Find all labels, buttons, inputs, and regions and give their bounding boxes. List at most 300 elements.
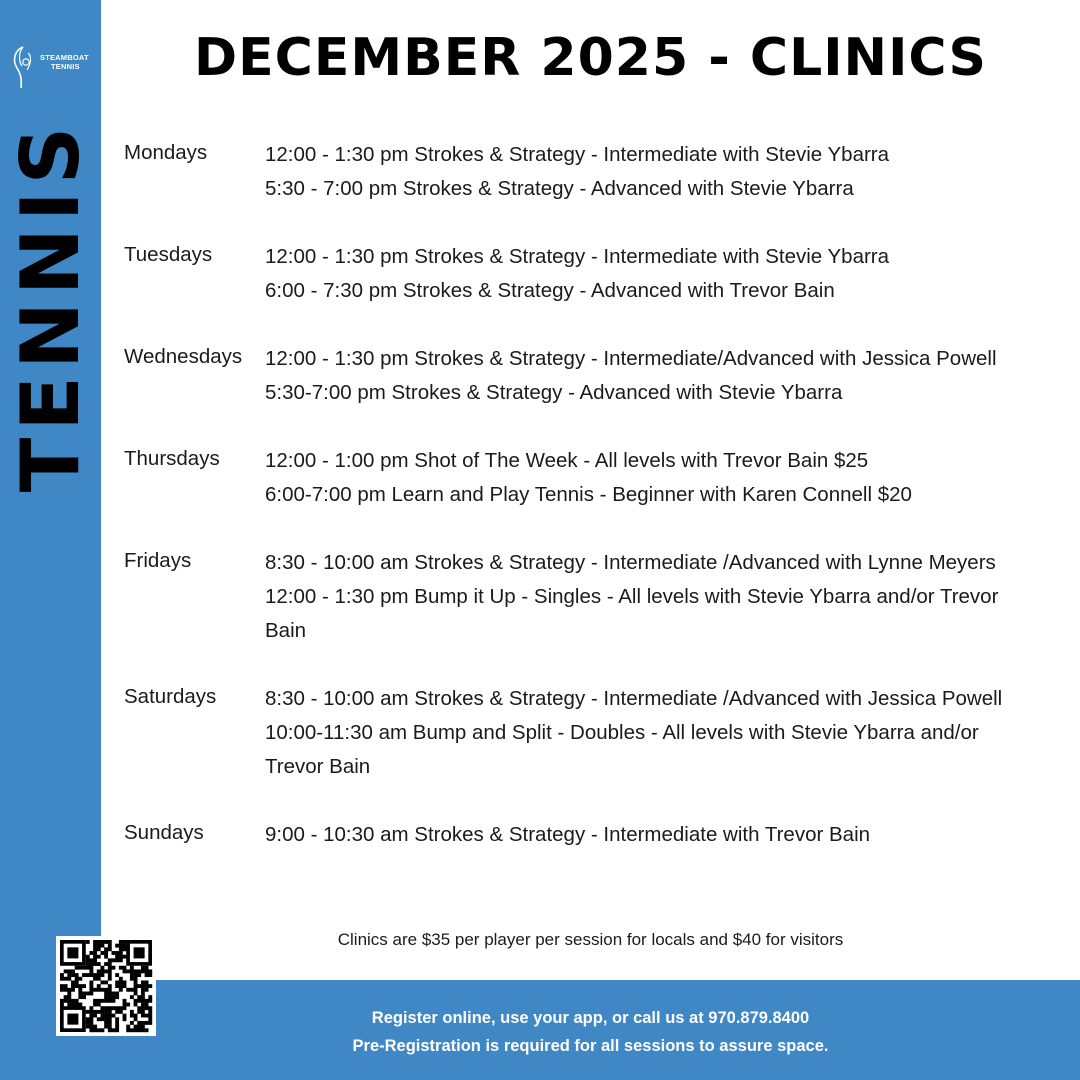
qr-module xyxy=(134,1014,138,1018)
qr-module xyxy=(148,1010,152,1014)
qr-module xyxy=(137,1021,141,1025)
qr-module xyxy=(60,999,64,1003)
day-name: Wednesdays xyxy=(124,345,243,368)
qr-module xyxy=(123,969,127,973)
qr-module xyxy=(123,955,127,959)
day-name: Sundays xyxy=(124,821,204,844)
qr-module xyxy=(104,940,108,944)
qr-module xyxy=(75,966,79,970)
qr-module xyxy=(141,1028,145,1032)
qr-module xyxy=(134,1003,138,1007)
qr-module xyxy=(123,984,127,988)
qr-module xyxy=(71,969,75,973)
qr-module xyxy=(75,999,79,1003)
qr-module xyxy=(97,999,101,1003)
session-item: 10:00-11:30 am Bump and Split - Doubles - All levels with Stevie Ybarra and/or Trevor Bain xyxy=(265,721,979,778)
qr-module xyxy=(97,984,101,988)
qr-module xyxy=(89,962,93,966)
qr-module xyxy=(64,999,68,1003)
qr-module xyxy=(137,1025,141,1029)
qr-module xyxy=(130,966,134,970)
pricing-note: Clinics are $35 per player per session for locals and $40 for visitors xyxy=(337,930,844,949)
qr-module xyxy=(119,940,123,944)
qr-module xyxy=(137,984,141,988)
qr-module xyxy=(71,973,75,977)
qr-module xyxy=(93,1003,97,1007)
qr-module xyxy=(115,944,119,948)
qr-module xyxy=(104,1010,108,1014)
qr-module xyxy=(148,999,152,1003)
qr-module xyxy=(71,984,75,988)
qr-module xyxy=(86,992,90,996)
session-item: 12:00 - 1:00 pm Shot of The Week - All levels with Trevor Bain $25 xyxy=(265,449,869,472)
qr-module xyxy=(148,1017,152,1021)
qr-module xyxy=(108,984,112,988)
qr-module xyxy=(145,1006,149,1010)
qr-module xyxy=(97,977,101,981)
qr-module xyxy=(93,940,97,944)
qr-module xyxy=(89,973,93,977)
qr-module xyxy=(123,966,127,970)
qr-module xyxy=(93,988,97,992)
qr-module xyxy=(100,969,104,973)
qr-module xyxy=(119,980,123,984)
qr-module xyxy=(115,1006,119,1010)
day-name: Tuesdays xyxy=(124,243,213,266)
qr-module xyxy=(89,966,93,970)
qr-module xyxy=(145,966,149,970)
qr-module xyxy=(115,1021,119,1025)
qr-module xyxy=(75,1003,79,1007)
registration-footer xyxy=(101,980,1080,1080)
qr-module xyxy=(108,966,112,970)
session-item: 8:30 - 10:00 am Strokes & Strategy - Intermediate /Advanced with Lynne Meyers xyxy=(265,551,996,574)
qr-module xyxy=(67,988,71,992)
qr-module xyxy=(134,984,138,988)
qr-module xyxy=(123,1006,127,1010)
qr-module xyxy=(93,958,97,962)
qr-module xyxy=(141,984,145,988)
qr-module xyxy=(119,951,123,955)
qr-module xyxy=(93,947,97,951)
qr-module xyxy=(130,988,134,992)
qr-module xyxy=(108,1010,112,1014)
qr-module xyxy=(67,973,71,977)
qr-module xyxy=(104,969,108,973)
session-item: 12:00 - 1:30 pm Strokes & Strategy - Intermediate with Stevie Ybarra xyxy=(265,143,890,166)
qr-module xyxy=(130,995,134,999)
session-list xyxy=(265,818,1040,852)
qr-module xyxy=(126,1025,130,1029)
qr-module xyxy=(75,977,79,981)
qr-module xyxy=(141,980,145,984)
qr-module xyxy=(82,973,86,977)
qr-module xyxy=(71,988,75,992)
qr-module xyxy=(104,1021,108,1025)
qr-module xyxy=(86,1017,90,1021)
qr-module xyxy=(108,958,112,962)
qr-module xyxy=(148,1014,152,1018)
qr-module xyxy=(108,940,112,944)
qr-module xyxy=(93,999,97,1003)
qr-module xyxy=(145,980,149,984)
qr-module xyxy=(126,1003,130,1007)
qr-module xyxy=(112,995,116,999)
qr-module xyxy=(134,1025,138,1029)
qr-module xyxy=(115,1010,119,1014)
qr-module xyxy=(108,1017,112,1021)
session-item: 5:30-7:00 pm Strokes & Strategy - Advanced with Stevie Ybarra xyxy=(265,381,843,404)
qr-module xyxy=(119,958,123,962)
qr-module xyxy=(78,995,82,999)
qr-module xyxy=(82,984,86,988)
qr-module xyxy=(137,995,141,999)
qr-module xyxy=(137,973,141,977)
qr-module xyxy=(137,1010,141,1014)
qr-module xyxy=(134,977,138,981)
qr-module xyxy=(108,977,112,981)
qr-module xyxy=(100,966,104,970)
qr-module xyxy=(75,984,79,988)
qr-module xyxy=(148,1006,152,1010)
qr-module xyxy=(100,940,104,944)
qr-module xyxy=(148,1021,152,1025)
qr-module xyxy=(100,980,104,984)
day-name: Mondays xyxy=(124,141,208,164)
qr-module xyxy=(145,1028,149,1032)
qr-module xyxy=(123,947,127,951)
qr-module xyxy=(93,962,97,966)
day-name: Saturdays xyxy=(124,685,217,708)
qr-module xyxy=(100,951,104,955)
qr-module xyxy=(100,988,104,992)
qr-module xyxy=(145,988,149,992)
qr-module xyxy=(100,999,104,1003)
qr-module xyxy=(134,980,138,984)
qr-module xyxy=(115,955,119,959)
qr-module xyxy=(115,951,119,955)
qr-module xyxy=(82,966,86,970)
qr-module xyxy=(148,995,152,999)
qr-module xyxy=(93,977,97,981)
qr-module xyxy=(134,999,138,1003)
qr-module xyxy=(67,1003,71,1007)
qr-module xyxy=(115,1028,119,1032)
qr-module xyxy=(123,1003,127,1007)
qr-module xyxy=(93,951,97,955)
session-item: 6:00-7:00 pm Learn and Play Tennis - Beginner with Karen Connell $20 xyxy=(265,483,912,506)
qr-module xyxy=(89,1010,93,1014)
qr-module xyxy=(141,1003,145,1007)
qr-module xyxy=(97,940,101,944)
qr-module xyxy=(89,951,93,955)
qr-module xyxy=(86,955,90,959)
qr-module xyxy=(141,988,145,992)
logo-line-2: TENNIS xyxy=(51,62,80,71)
qr-module xyxy=(145,984,149,988)
session-item: 12:00 - 1:30 pm Strokes & Strategy - Intermediate/Advanced with Jessica Powell xyxy=(265,347,997,370)
qr-module xyxy=(75,973,79,977)
qr-module xyxy=(108,1025,112,1029)
session-item: 6:00 - 7:30 pm Strokes & Strategy - Advanced with Trevor Bain xyxy=(265,279,835,302)
qr-module xyxy=(60,1003,64,1007)
qr-module xyxy=(64,995,68,999)
logo-text xyxy=(40,53,89,71)
qr-module xyxy=(104,992,108,996)
qr-module xyxy=(78,984,82,988)
session-list xyxy=(265,444,1040,512)
footer-preregistration-line: Pre-Registration is required for all sessions to assure space. xyxy=(352,1037,829,1055)
qr-module xyxy=(145,999,149,1003)
qr-module xyxy=(134,988,138,992)
qr-module xyxy=(137,1006,141,1010)
qr-module xyxy=(104,980,108,984)
vertical-tennis-heading: TENNIS xyxy=(4,119,97,493)
qr-module xyxy=(148,973,152,977)
qr-module xyxy=(123,944,127,948)
qr-module xyxy=(115,973,119,977)
qr-module xyxy=(97,1028,101,1032)
qr-module xyxy=(112,966,116,970)
qr-module xyxy=(89,969,93,973)
qr-module xyxy=(89,988,93,992)
session-list xyxy=(265,342,1040,410)
qr-module xyxy=(89,1017,93,1021)
footer-register-line: Register online, use your app, or call us at 970.879.8400 xyxy=(371,1009,810,1027)
qr-module xyxy=(104,1025,108,1029)
qr-module xyxy=(97,1003,101,1007)
qr-finder-pattern xyxy=(134,947,145,958)
qr-module xyxy=(119,988,123,992)
session-item: 9:00 - 10:30 am Strokes & Strategy - Intermediate with Trevor Bain xyxy=(265,823,871,846)
qr-module xyxy=(64,984,68,988)
qr-module xyxy=(130,1014,134,1018)
qr-module xyxy=(97,969,101,973)
qr-module xyxy=(108,988,112,992)
qr-module xyxy=(141,1010,145,1014)
qr-module xyxy=(119,977,123,981)
qr-module xyxy=(89,980,93,984)
qr-module xyxy=(141,969,145,973)
qr-module xyxy=(82,992,86,996)
qr-module xyxy=(93,1025,97,1029)
qr-module xyxy=(86,966,90,970)
qr-module xyxy=(119,966,123,970)
qr-module xyxy=(126,988,130,992)
qr-module xyxy=(67,995,71,999)
qr-module xyxy=(108,992,112,996)
qr-module xyxy=(112,1006,116,1010)
qr-module xyxy=(112,958,116,962)
qr-module xyxy=(108,962,112,966)
qr-module xyxy=(78,966,82,970)
qr-code-icon[interactable] xyxy=(56,936,156,1036)
qr-module xyxy=(100,973,104,977)
qr-module xyxy=(130,1010,134,1014)
qr-module xyxy=(93,955,97,959)
qr-module xyxy=(119,984,123,988)
qr-module xyxy=(104,947,108,951)
qr-module xyxy=(112,1014,116,1018)
qr-module xyxy=(123,1014,127,1018)
qr-module xyxy=(115,995,119,999)
qr-module xyxy=(104,1014,108,1018)
qr-module xyxy=(119,955,123,959)
qr-module xyxy=(64,988,68,992)
page-title: DECEMBER 2025 - CLINICS xyxy=(193,28,988,88)
qr-module xyxy=(93,944,97,948)
qr-module xyxy=(89,984,93,988)
qr-module xyxy=(108,947,112,951)
qr-module xyxy=(86,962,90,966)
session-list xyxy=(265,240,1040,308)
qr-module xyxy=(137,1028,141,1032)
qr-module xyxy=(89,992,93,996)
qr-module xyxy=(108,1021,112,1025)
qr-module xyxy=(130,1021,134,1025)
qr-module xyxy=(104,955,108,959)
qr-module xyxy=(115,992,119,996)
qr-module xyxy=(93,973,97,977)
qr-module xyxy=(108,973,112,977)
qr-module xyxy=(119,1010,123,1014)
qr-module xyxy=(67,999,71,1003)
qr-module xyxy=(78,977,82,981)
qr-module xyxy=(104,988,108,992)
session-item: 12:00 - 1:30 pm Strokes & Strategy - Intermediate with Stevie Ybarra xyxy=(265,245,890,268)
qr-module xyxy=(97,962,101,966)
qr-module xyxy=(78,1003,82,1007)
qr-module xyxy=(141,1006,145,1010)
qr-module xyxy=(100,1017,104,1021)
qr-module xyxy=(115,1017,119,1021)
qr-module xyxy=(134,973,138,977)
qr-module xyxy=(67,992,71,996)
qr-module xyxy=(71,980,75,984)
qr-module xyxy=(97,1010,101,1014)
qr-module xyxy=(67,977,71,981)
qr-module xyxy=(100,1010,104,1014)
qr-module xyxy=(123,999,127,1003)
qr-module xyxy=(89,1014,93,1018)
qr-module xyxy=(108,1006,112,1010)
qr-module xyxy=(97,973,101,977)
qr-module xyxy=(115,984,119,988)
qr-module xyxy=(108,995,112,999)
qr-module xyxy=(112,1028,116,1032)
qr-module xyxy=(119,944,123,948)
qr-module xyxy=(104,951,108,955)
qr-module xyxy=(93,1010,97,1014)
qr-module xyxy=(89,1028,93,1032)
qr-module xyxy=(104,999,108,1003)
session-item: 12:00 - 1:30 pm Bump it Up - Singles - All levels with Stevie Ybarra and/or Trevor Bain xyxy=(265,585,999,642)
qr-module xyxy=(141,1014,145,1018)
qr-module xyxy=(100,1014,104,1018)
qr-module xyxy=(104,1017,108,1021)
qr-module xyxy=(67,969,71,973)
qr-module xyxy=(148,969,152,973)
qr-module xyxy=(82,995,86,999)
qr-module xyxy=(86,1025,90,1029)
qr-module xyxy=(86,973,90,977)
qr-module xyxy=(71,999,75,1003)
day-name: Thursdays xyxy=(124,447,220,470)
qr-module xyxy=(137,999,141,1003)
qr-module xyxy=(89,958,93,962)
qr-module xyxy=(108,1014,112,1018)
qr-module xyxy=(104,995,108,999)
qr-module xyxy=(141,1025,145,1029)
qr-module xyxy=(115,980,119,984)
qr-module xyxy=(137,969,141,973)
qr-module xyxy=(130,969,134,973)
qr-module xyxy=(141,992,145,996)
qr-module xyxy=(89,1025,93,1029)
qr-module xyxy=(123,980,127,984)
session-list xyxy=(265,138,1040,206)
qr-module xyxy=(97,955,101,959)
qr-module xyxy=(130,1028,134,1032)
qr-module xyxy=(145,1014,149,1018)
qr-module xyxy=(86,1021,90,1025)
qr-module xyxy=(64,977,68,981)
qr-finder-pattern xyxy=(67,947,78,958)
qr-module xyxy=(108,1028,112,1032)
qr-module xyxy=(97,1017,101,1021)
qr-module xyxy=(100,1028,104,1032)
qr-module xyxy=(104,962,108,966)
qr-module xyxy=(134,992,138,996)
qr-module xyxy=(108,944,112,948)
qr-module xyxy=(112,992,116,996)
qr-module xyxy=(97,988,101,992)
session-item: 8:30 - 10:00 am Strokes & Strategy - Intermediate /Advanced with Jessica Powell xyxy=(265,687,1003,710)
qr-module xyxy=(108,969,112,973)
qr-module xyxy=(89,1021,93,1025)
tennis-racket-logo-icon xyxy=(9,44,37,90)
qr-module xyxy=(93,1014,97,1018)
qr-module xyxy=(119,1006,123,1010)
qr-module xyxy=(75,980,79,984)
qr-module xyxy=(108,999,112,1003)
qr-module xyxy=(141,995,145,999)
qr-module xyxy=(112,999,116,1003)
logo-line-1: STEAMBOAT xyxy=(40,53,89,62)
qr-module xyxy=(97,944,101,948)
qr-module xyxy=(123,1017,127,1021)
qr-module xyxy=(126,1028,130,1032)
qr-module xyxy=(93,1028,97,1032)
qr-module xyxy=(100,1006,104,1010)
qr-module xyxy=(130,973,134,977)
qr-module xyxy=(78,992,82,996)
qr-module xyxy=(130,977,134,981)
qr-module xyxy=(71,1003,75,1007)
qr-module xyxy=(64,969,68,973)
qr-module xyxy=(126,969,130,973)
qr-module xyxy=(134,1017,138,1021)
qr-module xyxy=(86,940,90,944)
qr-module xyxy=(104,1006,108,1010)
qr-module xyxy=(60,973,64,977)
qr-module xyxy=(60,984,64,988)
qr-module xyxy=(134,969,138,973)
qr-module xyxy=(115,958,119,962)
qr-module xyxy=(100,944,104,948)
qr-module xyxy=(119,947,123,951)
qr-module xyxy=(123,940,127,944)
